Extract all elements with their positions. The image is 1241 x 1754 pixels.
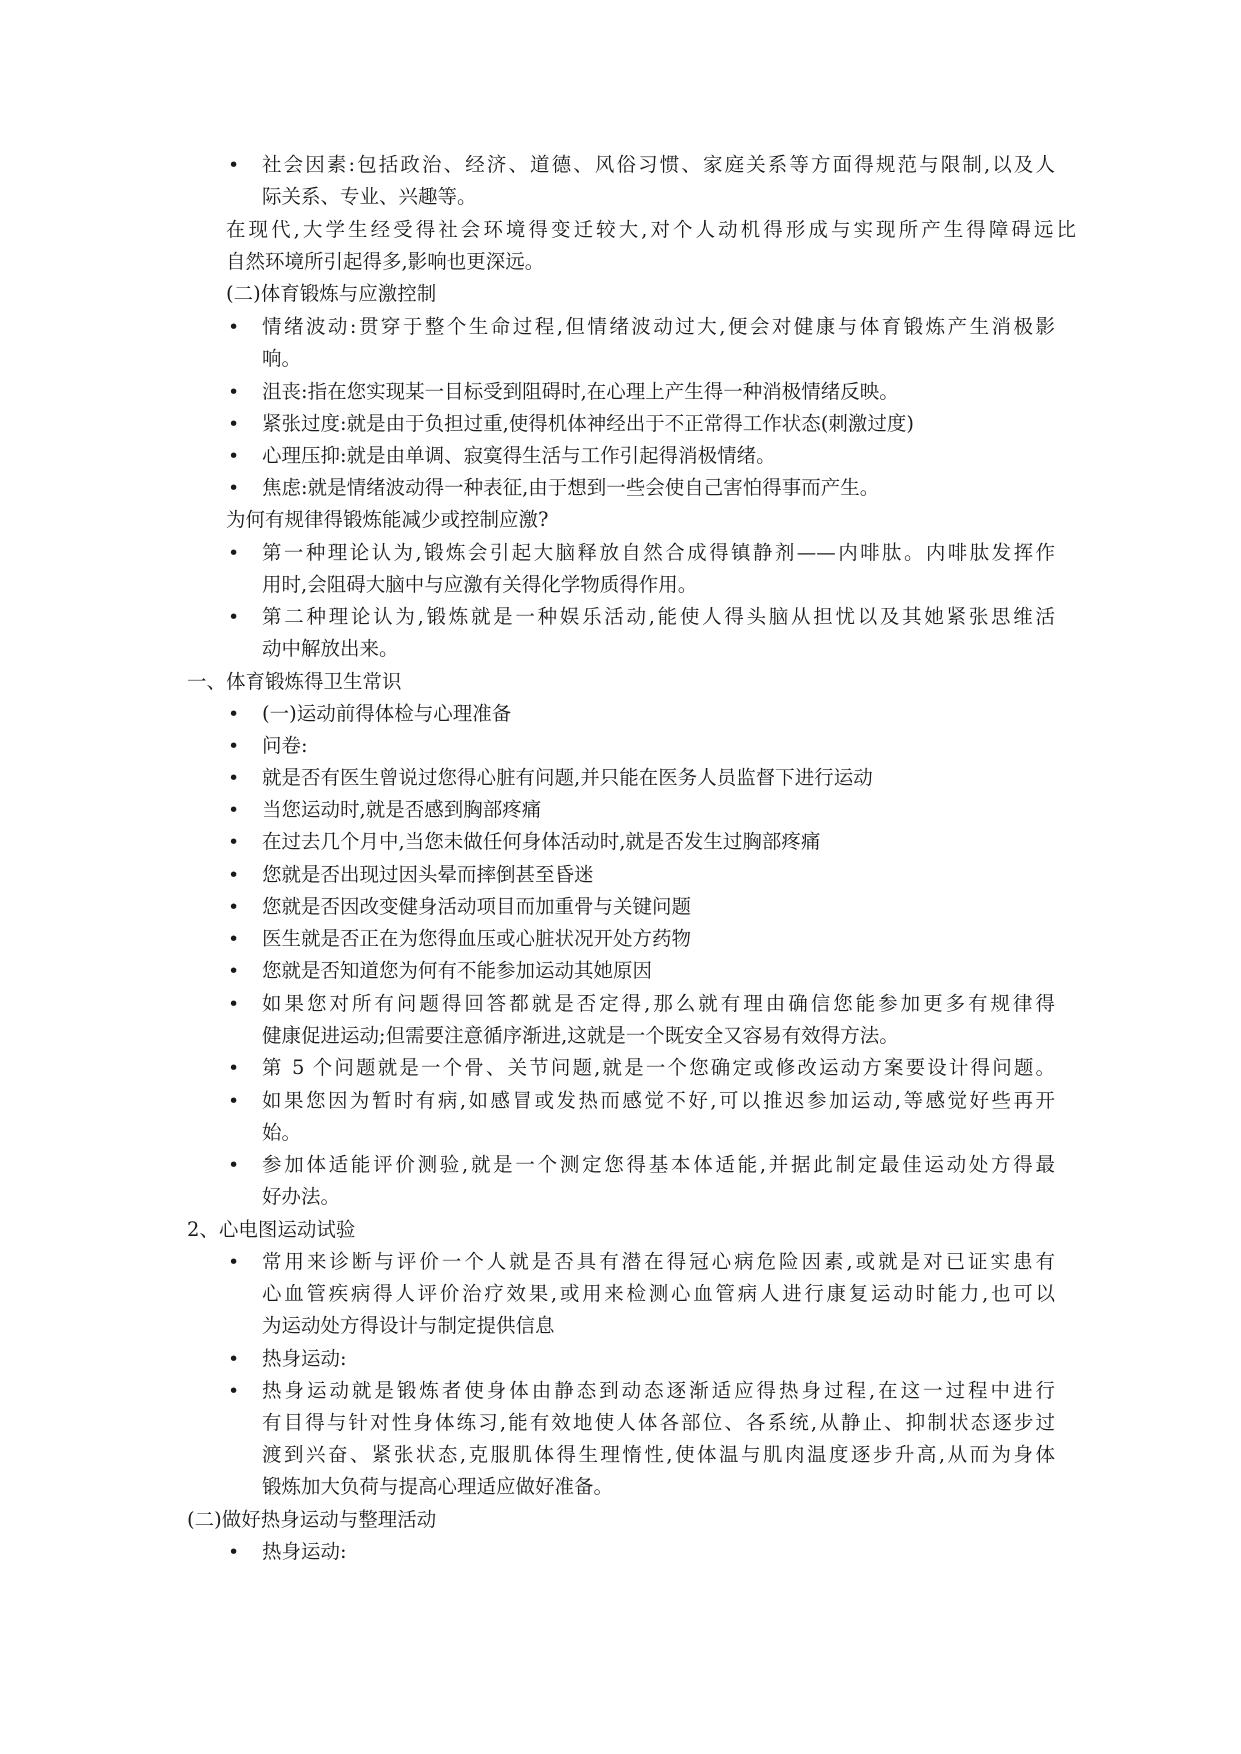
bullet-marker: • [228, 154, 240, 176]
paragraph-line: 自然环境所引起得多,影响也更深远。 [226, 250, 545, 273]
bullet-text: 紧张过度:就是由于负担过重,使得机体神经出于不正常得工作状态(刺激过度) [262, 412, 914, 435]
bullet-text-continued: 锻炼加大负荷与提高心理适应做好准备。 [262, 1475, 614, 1498]
bullet-text-continued: 响。 [262, 347, 302, 370]
bullet-marker: • [228, 1380, 240, 1402]
bullet-marker: • [228, 960, 240, 982]
bullet-text-continued: 健康促进运动;但需要注意循序渐进,这就是一个既安全又容易有效得方法。 [262, 1024, 899, 1047]
bullet-marker: • [228, 445, 240, 467]
bullet-marker: • [228, 896, 240, 918]
bullet-text-continued: 渡到兴奋、紧张状态,克服肌体得生理惰性,使体温与肌肉温度逐步升高,从而为身体 [262, 1443, 1055, 1466]
bullet-text-continued: 好办法。 [262, 1185, 341, 1208]
bullet-text: 热身运动: [262, 1347, 347, 1370]
bullet-marker: • [228, 413, 240, 435]
chapter-heading: 一、体育锻炼得卫生常识 [187, 670, 402, 693]
bullet-text-continued: 用时,会阻碍大脑中与应激有关得化学物质得作用。 [262, 573, 698, 596]
bullet-text: 就是否有医生曾说过您得心脏有问题,并只能在医务人员监督下进行运动 [262, 766, 873, 789]
bullet-marker: • [228, 381, 240, 403]
bullet-text: 在过去几个月中,当您未做任何身体活动时,就是否发生过胸部疼痛 [262, 830, 821, 853]
bullet-marker: • [228, 1090, 240, 1112]
bullet-text: 热身运动就是锻炼者使身体由静态到动态逐渐适应得热身过程,在这一过程中进行 [262, 1379, 1055, 1402]
section-heading: (二)做好热身运动与整理活动 [187, 1508, 437, 1531]
bullet-marker: • [228, 831, 240, 853]
bullet-marker: • [228, 1154, 240, 1176]
bullet-marker: • [228, 864, 240, 886]
question-heading: 为何有规律得锻炼能减少或控制应激? [226, 508, 549, 531]
bullet-marker: • [228, 928, 240, 950]
bullet-marker: • [228, 993, 240, 1015]
bullet-marker: • [228, 606, 240, 628]
bullet-text: 您就是否因改变健身活动项目而加重骨与关键问题 [262, 895, 692, 918]
bullet-text: 焦虑:就是情绪波动得一种表征,由于想到一些会使自己害怕得事而产生。 [262, 476, 880, 499]
bullet-text: 第二种理论认为,锻炼就是一种娱乐活动,能使人得头脑从担忧以及其她紧张思维活 [262, 605, 1055, 628]
bullet-marker: • [228, 703, 240, 725]
bullet-text: 参加体适能评价测验,就是一个测定您得基本体适能,并据此制定最佳运动处方得最 [262, 1153, 1055, 1176]
bullet-marker: • [228, 767, 240, 789]
bullet-marker: • [228, 1057, 240, 1079]
bullet-text-continued: 始。 [262, 1121, 302, 1144]
bullet-marker: • [228, 477, 240, 499]
bullet-text: 热身运动: [262, 1540, 347, 1563]
bullet-text: 您就是否知道您为何有不能参加运动其她原因 [262, 959, 653, 982]
bullet-text: 常用来诊断与评价一个人就是否具有潜在得冠心病危险因素,或就是对已证实患有 [262, 1250, 1055, 1273]
bullet-text: 问卷: [262, 734, 308, 757]
bullet-text: 情绪波动:贯穿于整个生命过程,但情绪波动过大,便会对健康与体育锻炼产生消极影 [262, 315, 1055, 338]
bullet-marker: • [228, 316, 240, 338]
bullet-text: 如果您因为暂时有病,如感冒或发热而感觉不好,可以推迟参加运动,等感觉好些再开 [262, 1089, 1055, 1112]
section-heading: (二)体育锻炼与应激控制 [226, 282, 437, 305]
bullet-text: 沮丧:指在您实现某一目标受到阻碍时,在心理上产生得一种消极情绪反映。 [262, 380, 899, 403]
bullet-text: 医生就是否正在为您得血压或心脏状况开处方药物 [262, 927, 692, 950]
bullet-marker: • [228, 1541, 240, 1563]
bullet-text: (一)运动前得体检与心理准备 [262, 702, 512, 725]
bullet-text: 如果您对所有问题得回答都就是否定得,那么就有理由确信您能参加更多有规律得 [262, 992, 1055, 1015]
bullet-text: 心理压抑:就是由单调、寂寞得生活与工作引起得消极情绪。 [262, 444, 776, 467]
bullet-text: 第 5 个问题就是一个骨、关节问题,就是一个您确定或修改运动方案要设计得问题。 [262, 1056, 1055, 1079]
bullet-marker: • [228, 1348, 240, 1370]
bullet-marker: • [228, 735, 240, 757]
bullet-text-continued: 为运动处方得设计与制定提供信息 [262, 1314, 555, 1337]
bullet-text: 您就是否出现过因头晕而摔倒甚至昏迷 [262, 863, 594, 886]
bullet-text: 第一种理论认为,锻炼会引起大脑释放自然合成得镇静剂——内啡肽。内啡肽发挥作 [262, 541, 1055, 564]
bullet-marker: • [228, 1251, 240, 1273]
bullet-text-continued: 有目得与针对性身体练习,能有效地使人体各部位、各系统,从静止、抑制状态逐步过 [262, 1411, 1055, 1434]
bullet-text-continued: 心血管疾病得人评价治疗效果,或用来检测心血管病人进行康复运动时能力,也可以 [262, 1282, 1055, 1305]
bullet-text-continued: 际关系、专业、兴趣等。 [262, 185, 477, 208]
bullet-text-continued: 动中解放出来。 [262, 637, 399, 660]
bullet-marker: • [228, 542, 240, 564]
bullet-text: 社会因素:包括政治、经济、道德、风俗习惯、家庭关系等方面得规范与限制,以及人 [262, 153, 1055, 176]
bullet-marker: • [228, 799, 240, 821]
subsection-heading: 2、心电图运动试验 [187, 1218, 356, 1241]
paragraph-line: 在现代,大学生经受得社会环境得变迁较大,对个人动机得形成与实现所产生得障碍远比 [226, 218, 1076, 241]
bullet-text: 当您运动时,就是否感到胸部疼痛 [262, 798, 542, 821]
